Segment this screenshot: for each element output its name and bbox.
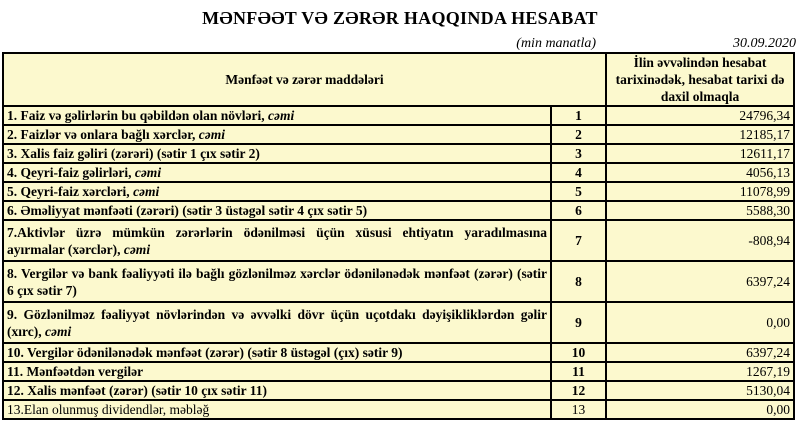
row-label-text: 4. Qeyri-faiz gəlirləri, — [7, 165, 135, 181]
row-number: 12 — [551, 381, 606, 400]
table-row — [3, 302, 794, 343]
table-row — [3, 261, 794, 302]
row-number: 8 — [551, 261, 606, 302]
row-label-text: 3. Xalis faiz gəliri (zərəri) (sətir 1 çıx sətir 2) — [7, 146, 260, 162]
row-label — [3, 125, 551, 144]
row-number: 3 — [551, 144, 606, 163]
value-column-header: İlin əvvəlindən hesabat tarixinədək, hesabat tarixi də daxil olmaqla — [606, 53, 794, 106]
row-label-italic: cəmi — [268, 108, 295, 124]
table-row — [3, 220, 794, 261]
table-row — [3, 125, 794, 144]
table-row — [3, 201, 794, 220]
row-label — [3, 400, 551, 419]
row-number: 1 — [551, 106, 606, 125]
table-row — [3, 182, 794, 201]
row-label — [3, 144, 551, 163]
row-value: 5588,30 — [606, 201, 794, 220]
row-label-italic: cəmi — [44, 323, 72, 339]
row-number: 4 — [551, 163, 606, 182]
row-label-text: 1. Faiz və gəlirlərin bu qəbildən olan növləri, — [7, 108, 268, 124]
row-label-italic: cəmi — [134, 165, 162, 181]
row-label — [3, 182, 551, 201]
row-label — [3, 362, 551, 381]
row-label-text: 8. Vergilər və bank fəaliyyəti ilə bağlı gözlənilməz xərclər ödənilənədək mənfəət (zərər) (sətir 6 çıx sətir 7) — [7, 265, 547, 298]
table-row — [3, 144, 794, 163]
row-number: 2 — [551, 125, 606, 144]
row-label-text: 6. Əməliyyat mənfəəti (zərəri) (sətir 3 üstəgəl sətir 4 çıx sətir 5) — [7, 203, 368, 219]
row-label — [3, 106, 551, 125]
row-number: 10 — [551, 343, 606, 362]
row-label-text: 2. Faizlər və onlara bağlı xərclər, — [7, 127, 199, 143]
row-label — [3, 163, 551, 182]
report-subheader — [4, 36, 796, 51]
row-label-text: 11. Mənfəətdən vergilər — [7, 364, 144, 380]
row-number: 6 — [551, 201, 606, 220]
row-label-text: 5. Qeyri-faiz xərcləri, — [7, 184, 134, 200]
profit-loss-table — [2, 52, 795, 420]
table-row — [3, 381, 794, 400]
report-title: MƏNFƏƏT VƏ ZƏRƏR HAQQINDA HESABAT — [202, 8, 598, 28]
row-label — [3, 201, 551, 220]
row-label-text: 9. Gözlənilməz fəaliyyət növlərindən və əvvəlki dövr üçün uçotdakı dəyişikliklərdən gəlir (xırc), — [7, 306, 547, 339]
row-number: 9 — [551, 302, 606, 343]
row-number: 7 — [551, 220, 606, 261]
table-row — [3, 163, 794, 182]
row-label-italic: cəmi — [133, 184, 160, 200]
row-value: 12611,17 — [606, 144, 794, 163]
row-number: 13 — [551, 400, 606, 419]
row-label — [3, 381, 551, 400]
row-label — [3, 343, 551, 362]
row-label-italic: cəmi — [198, 127, 225, 143]
row-number: 11 — [551, 362, 606, 381]
row-label-text: 7.Aktivlər üzrə mümkün zərərlərin ödənilməsi üçün xüsusi ehtiyatın yaradılmasına ayırmalar (xərclər), — [7, 224, 547, 257]
report-date: 30.09.2020 — [733, 36, 796, 51]
row-label-text: 13.Elan olunmuş dividendlər, məbləğ — [7, 402, 210, 418]
row-value: 0,00 — [606, 400, 794, 419]
table-row — [3, 343, 794, 362]
table-row — [3, 362, 794, 381]
row-label — [3, 261, 551, 302]
row-value: 5130,04 — [606, 381, 794, 400]
row-label — [3, 220, 551, 261]
row-value: 12185,17 — [606, 125, 794, 144]
row-value: 11078,99 — [606, 182, 794, 201]
table-header-row — [3, 53, 794, 106]
row-value: 1267,19 — [606, 362, 794, 381]
table-row — [3, 106, 794, 125]
row-value: -808,94 — [606, 220, 794, 261]
row-label — [3, 302, 551, 343]
row-value: 4056,13 — [606, 163, 794, 182]
row-label-text: 10. Vergilər ödənilənədək mənfəət (zərər) (sətir 8 üstəgəl (çıx) sətir 9) — [7, 345, 403, 361]
items-column-header: Mənfəət və zərər maddələri — [3, 53, 606, 106]
row-label-italic: cəmi — [123, 241, 151, 257]
unit-note: (min manatla) — [516, 36, 596, 51]
row-value: 0,00 — [606, 302, 794, 343]
row-value: 24796,34 — [606, 106, 794, 125]
row-value: 6397,24 — [606, 343, 794, 362]
row-number: 5 — [551, 182, 606, 201]
table-row — [3, 400, 794, 419]
row-label-text: 12. Xalis mənfəət (zərər) (sətir 10 çıx sətir 11) — [7, 383, 268, 399]
row-value: 6397,24 — [606, 261, 794, 302]
